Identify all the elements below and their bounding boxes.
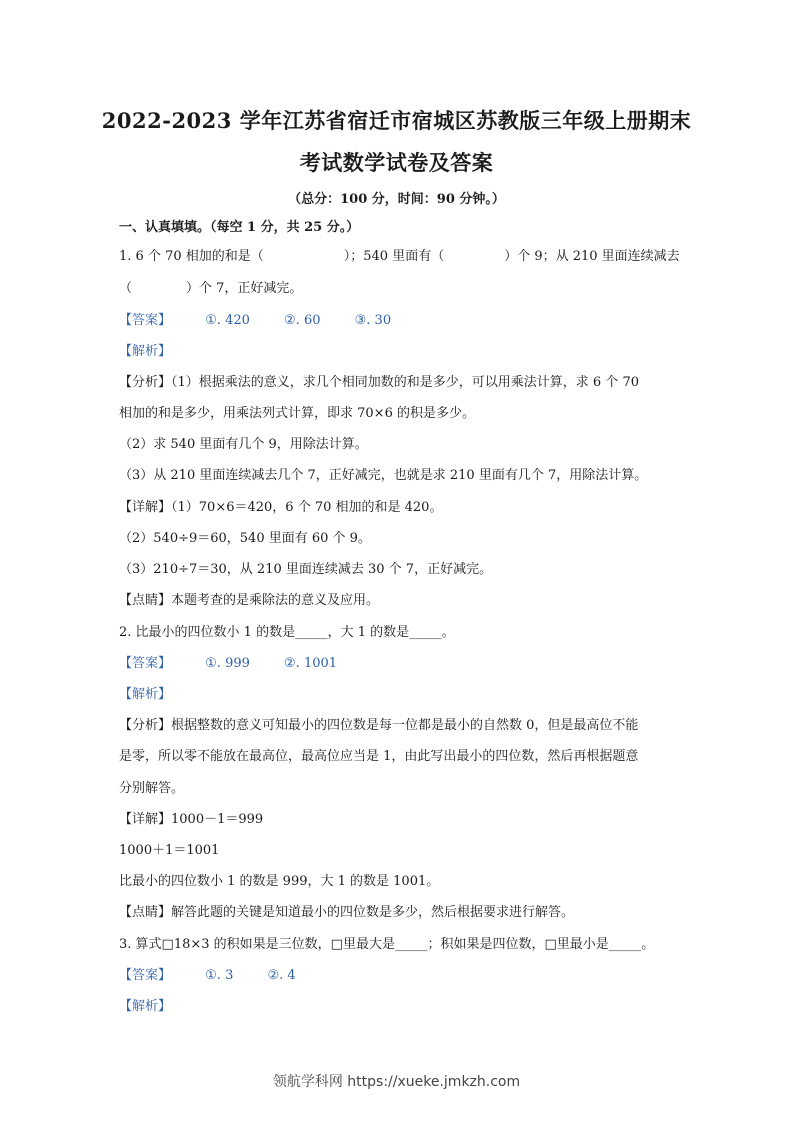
doc-title-line1: 2022-2023 学年江苏省宿迁市宿城区苏教版三年级上册期末 [101, 108, 692, 133]
score-note: （总分：100 分，时间：90 分钟。） [288, 192, 505, 207]
q1-fenxi-3: （2）求 540 里面有几个 9，用除法计算。 [119, 437, 368, 452]
footer-watermark: 领航学科网 https://xueke.jmkzh.com [272, 1074, 521, 1090]
q1-xiangjie-3: （3）210÷7＝30，从 210 里面连续减去 30 个 7，正好减完。 [119, 562, 493, 577]
q3-text: 3. 算式□18×3 的积如果是三位数，□里最大是_____；积如果是四位数，□里最小是_____。 [119, 937, 655, 952]
q3-analysis-tag: 【解析】 [119, 999, 172, 1014]
q1-xiangjie-2: （2）540÷9＝60，540 里面有 60 个 9。 [119, 531, 371, 546]
q2-dianjing: 【点睛】解答此题的关键是知道最小的四位数是多少，然后根据要求进行解答。 [119, 905, 575, 920]
q2-xiangjie-3: 比最小的四位数小 1 的数是 999，大 1 的数是 1001。 [119, 874, 440, 889]
q1-text-line2: （ ）个 7，正好减完。 [119, 281, 303, 296]
q1-fenxi-4: （3）从 210 里面连续减去几个 7，正好减完，也就是求 210 里面有几个 7，用除法计算。 [119, 468, 648, 483]
q2-xiangjie-2: 1000＋1＝1001 [119, 843, 220, 858]
doc-title-line2: 考试数学试卷及答案 [299, 150, 494, 175]
q1-text-line1: 1. 6 个 70 相加的和是（ ）；540 里面有（ ）个 9；从 210 里面连续减去 [119, 249, 680, 264]
q2-analysis-tag: 【解析】 [119, 687, 172, 702]
q1-answer: 【答案】 ①. 420 ②. 60 ③. 30 [119, 313, 392, 328]
q1-xiangjie-1: 【详解】（1）70×6＝420，6 个 70 相加的和是 420。 [119, 500, 443, 515]
q2-answer: 【答案】 ①. 999 ②. 1001 [119, 656, 338, 671]
q1-analysis-tag: 【解析】 [119, 344, 172, 359]
q2-fenxi-3: 分别解答。 [119, 781, 185, 796]
q1-fenxi-1: 【分析】（1）根据乘法的意义，求几个相同加数的和是多少，可以用乘法计算，求 6 个 70 [119, 375, 639, 390]
q1-fenxi-2: 相加的和是多少，用乘法列式计算，即求 70×6 的积是多少。 [119, 406, 475, 421]
q2-fenxi-2: 是零，所以零不能放在最高位，最高位应当是 1，由此写出最小的四位数，然后再根据题意 [119, 749, 639, 764]
q2-fenxi-1: 【分析】根据整数的意义可知最小的四位数是每一位都是最小的自然数 0，但是最高位不能 [119, 718, 639, 733]
q2-text: 2. 比最小的四位数小 1 的数是_____，大 1 的数是_____。 [119, 625, 455, 640]
q2-xiangjie-1: 【详解】1000－1＝999 [119, 812, 264, 827]
q1-dianjing: 【点睛】本题考查的是乘除法的意义及应用。 [119, 593, 380, 608]
section-heading: 一、认真填填。（每空 1 分，共 25 分。） [119, 220, 360, 235]
q3-answer: 【答案】 ①. 3 ②. 4 [119, 968, 296, 983]
